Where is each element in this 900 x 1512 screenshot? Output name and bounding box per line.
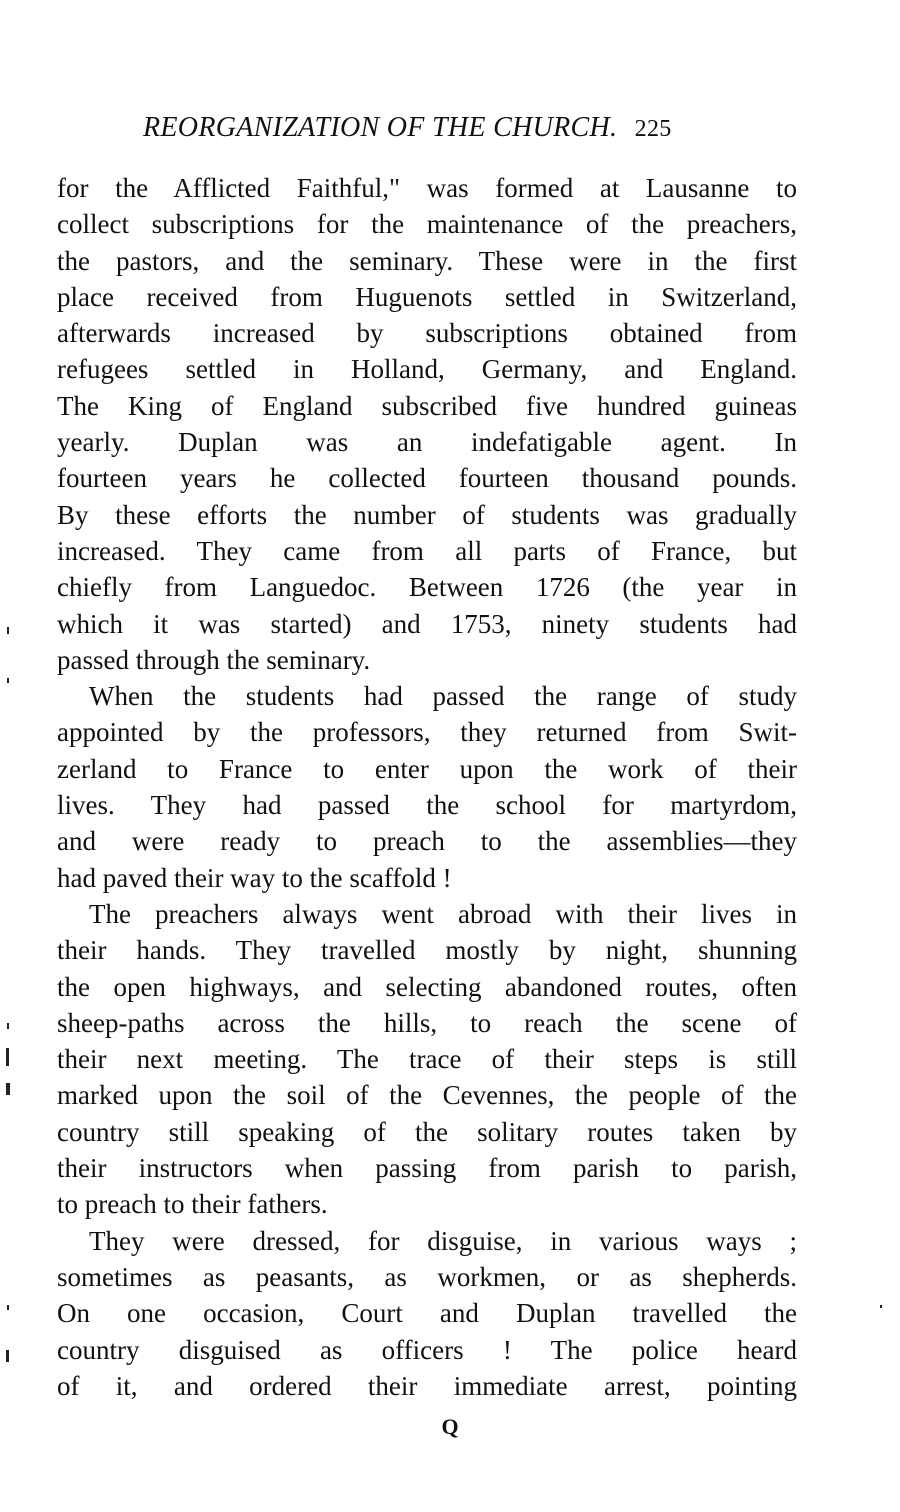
margin-speck: [6, 1350, 9, 1362]
text-line: zerland to France to enter upon the work of their: [57, 753, 797, 784]
paragraph-start-line: They were dressed, for disguise, in various ways ;: [89, 1225, 797, 1256]
text-line: sheep-paths across the hills, to reach the scene of: [57, 1007, 797, 1038]
margin-speck: [7, 1023, 9, 1029]
text-line: their instructors when passing from parish to parish,: [57, 1153, 797, 1184]
text-line: which it was started) and 1753, ninety students had: [57, 608, 797, 639]
text-line: the pastors, and the seminary. These were in the first: [57, 245, 797, 276]
margin-speck: [6, 1083, 10, 1095]
text-line: lives. They had passed the school for martyrdom,: [57, 790, 797, 821]
text-line: increased. They came from all parts of France, but: [57, 535, 797, 566]
margin-speck: [7, 678, 9, 683]
text-line: passed through the seminary.: [57, 644, 371, 675]
page-number: 225: [634, 116, 672, 142]
text-line: the open highways, and selecting abandoned routes, often: [57, 971, 797, 1002]
body-text: [57, 170, 797, 1404]
text-line: collect subscriptions for the maintenance of the preachers,: [57, 209, 797, 240]
running-head: [143, 112, 803, 144]
text-line: appointed by the professors, they returned from Swit-: [57, 717, 797, 748]
margin-speck: [7, 1305, 9, 1310]
text-line: On one occasion, Court and Duplan travelled the: [57, 1298, 797, 1329]
margin-speck: [6, 1048, 9, 1066]
text-line: their next meeting. The trace of their steps is still: [57, 1044, 797, 1075]
text-line: and were ready to preach to the assemblies—they: [57, 826, 797, 857]
margin-speck: [880, 1305, 882, 1308]
text-line: yearly. Duplan was an indefatigable agent. In: [57, 427, 797, 458]
margin-speck: [7, 627, 9, 634]
text-line: chiefly from Languedoc. Between 1726 (the year in: [57, 572, 797, 603]
text-line: fourteen years he collected fourteen thousand pounds.: [57, 463, 797, 494]
paragraph-start-line: The preachers always went abroad with their lives in: [89, 898, 797, 929]
text-line: their hands. They travelled mostly by night, shunning: [57, 935, 797, 966]
text-line: to preach to their fathers.: [57, 1189, 328, 1220]
text-line: country disguised as officers ! The police heard: [57, 1334, 797, 1365]
signature-mark: Q: [441, 1414, 459, 1439]
running-head-title: REORGANIZATION OF THE CHURCH.: [143, 112, 618, 143]
text-line: By these efforts the number of students was gradually: [57, 499, 797, 530]
text-line: refugees settled in Holland, Germany, and England.: [57, 354, 797, 385]
text-line: for the Afflicted Faithful," was formed at Lausanne to: [57, 173, 797, 203]
text-line: marked upon the soil of the Cevennes, the people of the: [57, 1080, 797, 1111]
text-line: The King of England subscribed five hundred guineas: [57, 390, 797, 421]
text-line: of it, and ordered their immediate arrest, pointing: [57, 1370, 797, 1401]
text-line: had paved their way to the scaffold !: [57, 862, 452, 893]
text-line: afterwards increased by subscriptions obtained from: [57, 318, 797, 349]
text-line: sometimes as peasants, as workmen, or as shepherds.: [57, 1261, 797, 1292]
paragraph-start-line: When the students had passed the range of study: [89, 681, 797, 712]
text-line: place received from Huguenots settled in Switzerland,: [57, 281, 797, 312]
text-line: country still speaking of the solitary routes taken by: [57, 1116, 797, 1147]
